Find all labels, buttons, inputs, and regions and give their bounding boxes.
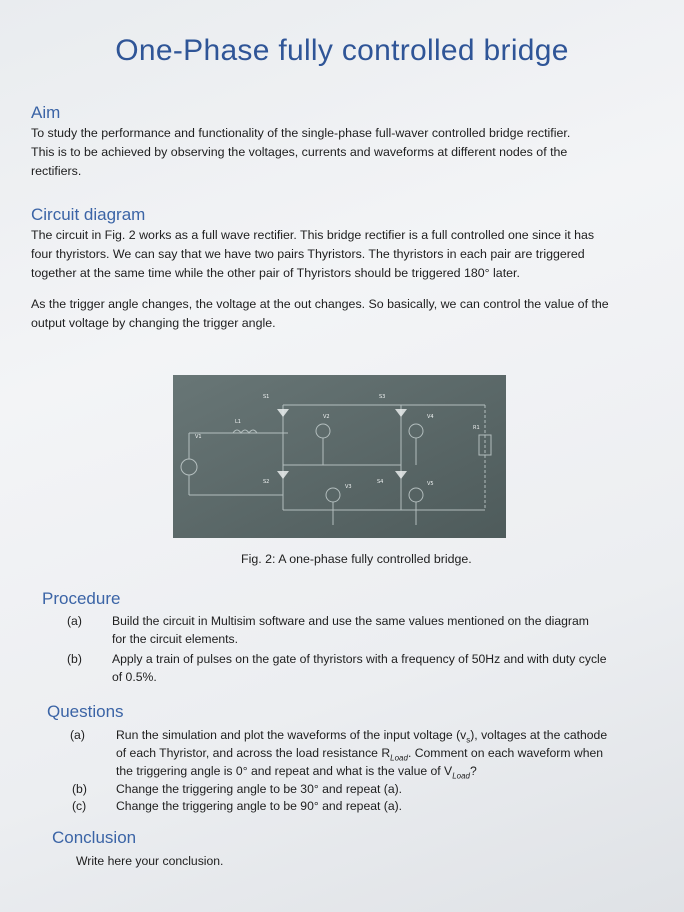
- procedure-item-b-line: of 0.5%.: [112, 670, 157, 684]
- conclusion-text: Write here your conclusion.: [76, 854, 224, 868]
- aim-line: To study the performance and functionality of the single-phase full-waver controlled bridge rectifier.: [31, 126, 571, 140]
- label-s2: S2: [263, 479, 270, 485]
- circuit-paragraph-2: [31, 295, 671, 333]
- label-r1: R1: [473, 425, 480, 431]
- procedure-label-b: (b): [67, 652, 82, 666]
- page-title: One-Phase fully controlled bridge: [115, 34, 569, 67]
- question-a-line: the triggering angle is 0° and repeat and what is the value of $V_{Load}$?: [116, 764, 477, 781]
- label-v1: V1: [195, 434, 202, 440]
- procedure-list: [0, 612, 684, 684]
- aim-paragraph: [31, 124, 671, 181]
- figure-caption: Fig. 2: A one-phase fully controlled bridge.: [241, 552, 472, 566]
- label-v3: V3: [345, 484, 352, 490]
- aim-line: This is to be achieved by observing the voltages, currents and waveforms at different nodes of the: [31, 145, 568, 159]
- procedure-item-a-line: for the circuit elements.: [112, 632, 238, 646]
- aim-heading: Aim: [31, 103, 61, 122]
- circuit-schematic: [173, 375, 506, 538]
- questions-heading: Questions: [47, 702, 124, 721]
- circuit-heading: Circuit diagram: [31, 205, 146, 224]
- circuit-line: together at the same time while the other pair of Thyristors should be triggered 180° later.: [31, 266, 520, 280]
- label-s3: S3: [379, 394, 386, 400]
- procedure-item-b-line: Apply a train of pulses on the gate of thyristors with a frequency of 50Hz and with duty cycle: [112, 652, 607, 666]
- question-label-c: (c): [72, 799, 87, 813]
- procedure-heading: Procedure: [42, 589, 121, 608]
- question-label-a: (a): [70, 728, 85, 742]
- circuit-paragraph-1: [31, 226, 671, 283]
- circuit-line: The circuit in Fig. 2 works as a full wave rectifier. This bridge rectifier is a full controlled one since it has: [31, 228, 595, 242]
- question-a-line: of each Thyristor, and across the load resistance $R_{Load}$. Comment on each waveform when: [116, 746, 604, 763]
- circuit-line: As the trigger angle changes, the voltage at the out changes. So basically, we can control the value of the: [31, 297, 609, 311]
- circuit-figure: [173, 375, 506, 538]
- question-b-text: Change the triggering angle to be 30° and repeat (a).: [116, 782, 403, 796]
- label-s1: S1: [263, 394, 270, 400]
- procedure-label-a: (a): [67, 614, 82, 628]
- conclusion-heading: Conclusion: [52, 828, 137, 847]
- circuit-line: output voltage by changing the trigger angle.: [31, 316, 276, 330]
- circuit-line: four thyristors. We can say that we have two pairs Thyristors. The thyristors in each pair are triggered: [31, 247, 585, 261]
- label-l1: L1: [235, 419, 241, 425]
- question-a-line: Run the simulation and plot the waveforms of the input voltage $(v_s)$, voltages at the cathode: [116, 728, 608, 745]
- label-v5: V5: [427, 481, 434, 487]
- aim-line: rectifiers.: [31, 164, 82, 178]
- procedure-item-a-line: Build the circuit in Multisim software and use the same values mentioned on the diagram: [112, 614, 589, 628]
- question-label-b: (b): [72, 782, 87, 796]
- label-s4: S4: [377, 479, 384, 485]
- question-c-text: Change the triggering angle to be 90° and repeat (a).: [116, 799, 403, 813]
- questions-list: [0, 726, 684, 818]
- label-v4: V4: [427, 414, 434, 420]
- label-v2: V2: [323, 414, 330, 420]
